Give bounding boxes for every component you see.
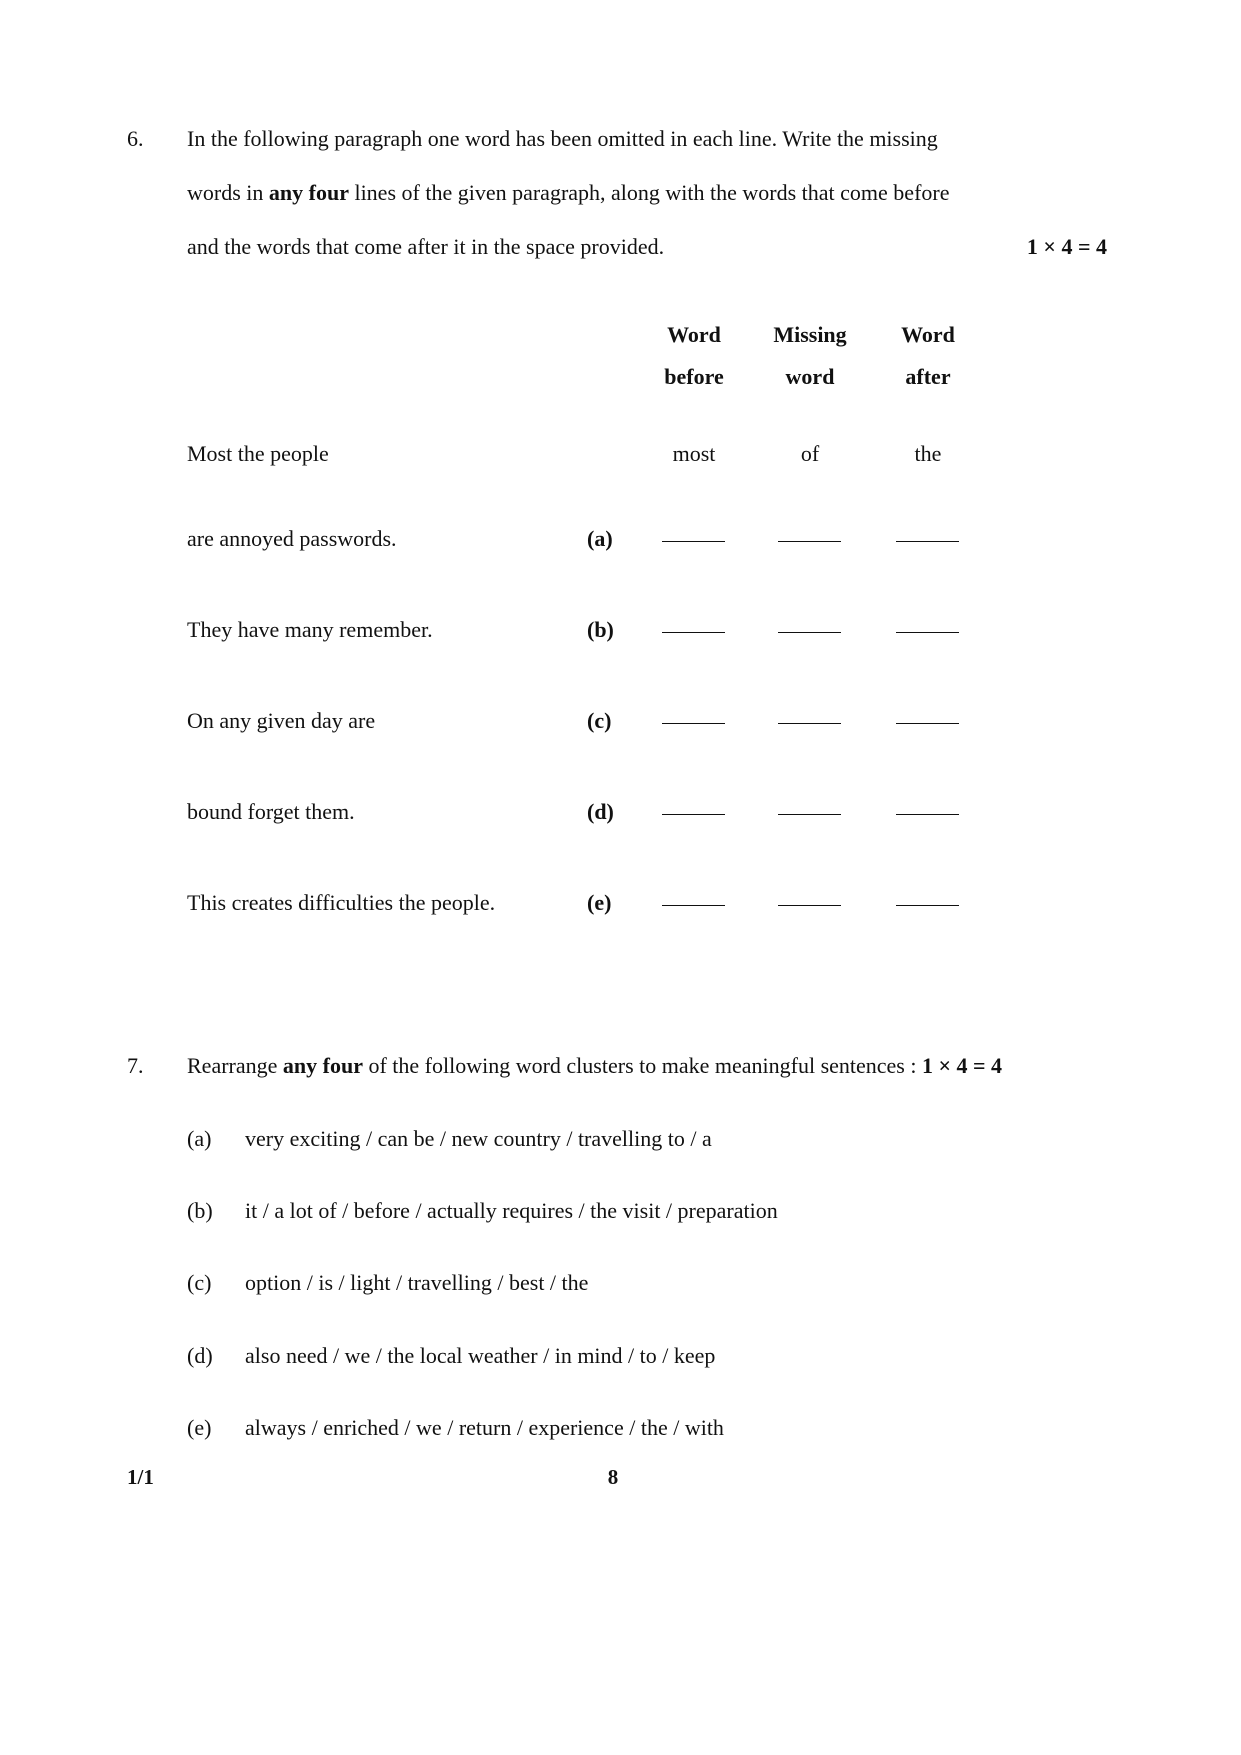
row-b-before-blank[interactable] xyxy=(662,632,725,633)
row-b-after-blank[interactable] xyxy=(896,632,959,633)
row-e-line: This creates difficulties the people. xyxy=(187,890,496,915)
footer-page-number: 8 xyxy=(607,1465,619,1489)
question-7-text: Rearrange any four of the following word clusters to make meaningful sentences : 1 × 4 = 4 xyxy=(187,1053,1003,1078)
row-a-after-blank[interactable] xyxy=(896,541,959,542)
row-a-line: are annoyed passwords. xyxy=(187,526,397,551)
q7-item-d-text: also need / we / the local weather / in mind / to / keep xyxy=(245,1343,716,1368)
question-7-number: 7. xyxy=(127,1053,144,1078)
q7-item-c-label: (c) xyxy=(187,1270,212,1295)
header-word-after-2: after xyxy=(905,364,951,389)
row-d-after-blank[interactable] xyxy=(896,814,959,815)
header-word-before-2: before xyxy=(664,364,724,389)
row-a-before-blank[interactable] xyxy=(662,541,725,542)
q7-item-c-text: option / is / light / travelling / best / the xyxy=(245,1270,589,1295)
footer-code: 1/1 xyxy=(127,1465,154,1489)
row-c-after-blank[interactable] xyxy=(896,723,959,724)
row-b-label: (b) xyxy=(587,617,614,642)
q7-item-d-label: (d) xyxy=(187,1343,213,1368)
q7-item-a-text: very exciting / can be / new country / travelling to / a xyxy=(245,1126,712,1151)
example-word-before: most xyxy=(672,441,716,466)
row-c-line: On any given day are xyxy=(187,708,376,733)
row-b-missing-blank[interactable] xyxy=(778,632,841,633)
row-e-after-blank[interactable] xyxy=(896,905,959,906)
q7-item-e-label: (e) xyxy=(187,1415,212,1440)
header-word-after-1: Word xyxy=(901,322,955,347)
q7-item-a-label: (a) xyxy=(187,1126,212,1151)
row-c-before-blank[interactable] xyxy=(662,723,725,724)
question-6-line-2: words in any four lines of the given paragraph, along with the words that come before xyxy=(187,180,950,205)
row-d-line: bound forget them. xyxy=(187,799,355,824)
row-e-before-blank[interactable] xyxy=(662,905,725,906)
q7-item-b-text: it / a lot of / before / actually requires / the visit / preparation xyxy=(245,1198,778,1223)
row-e-missing-blank[interactable] xyxy=(778,905,841,906)
row-c-label: (c) xyxy=(587,708,612,733)
question-7-marks: 1 × 4 = 4 xyxy=(921,1053,1003,1078)
header-missing-word-1: Missing xyxy=(773,322,847,347)
row-d-before-blank[interactable] xyxy=(662,814,725,815)
example-word-after: the xyxy=(914,441,942,466)
row-a-label: (a) xyxy=(587,526,613,551)
row-a-missing-blank[interactable] xyxy=(778,541,841,542)
header-word-before-1: Word xyxy=(667,322,721,347)
question-6-number: 6. xyxy=(127,126,144,151)
q7-item-e-text: always / enriched / we / return / experience / the / with xyxy=(245,1415,724,1440)
row-d-label: (d) xyxy=(587,799,614,824)
header-missing-word-2: word xyxy=(785,364,835,389)
row-b-line: They have many remember. xyxy=(187,617,433,642)
row-c-missing-blank[interactable] xyxy=(778,723,841,724)
row-d-missing-blank[interactable] xyxy=(778,814,841,815)
question-6-line-1: In the following paragraph one word has been omitted in each line. Write the missing xyxy=(187,126,938,151)
question-6-marks: 1 × 4 = 4 xyxy=(1026,234,1107,259)
example-missing-word: of xyxy=(800,441,820,466)
row-e-label: (e) xyxy=(587,890,612,915)
question-6-line-3: and the words that come after it in the space provided. xyxy=(187,234,665,259)
q7-item-b-label: (b) xyxy=(187,1198,213,1223)
example-line: Most the people xyxy=(187,441,329,466)
